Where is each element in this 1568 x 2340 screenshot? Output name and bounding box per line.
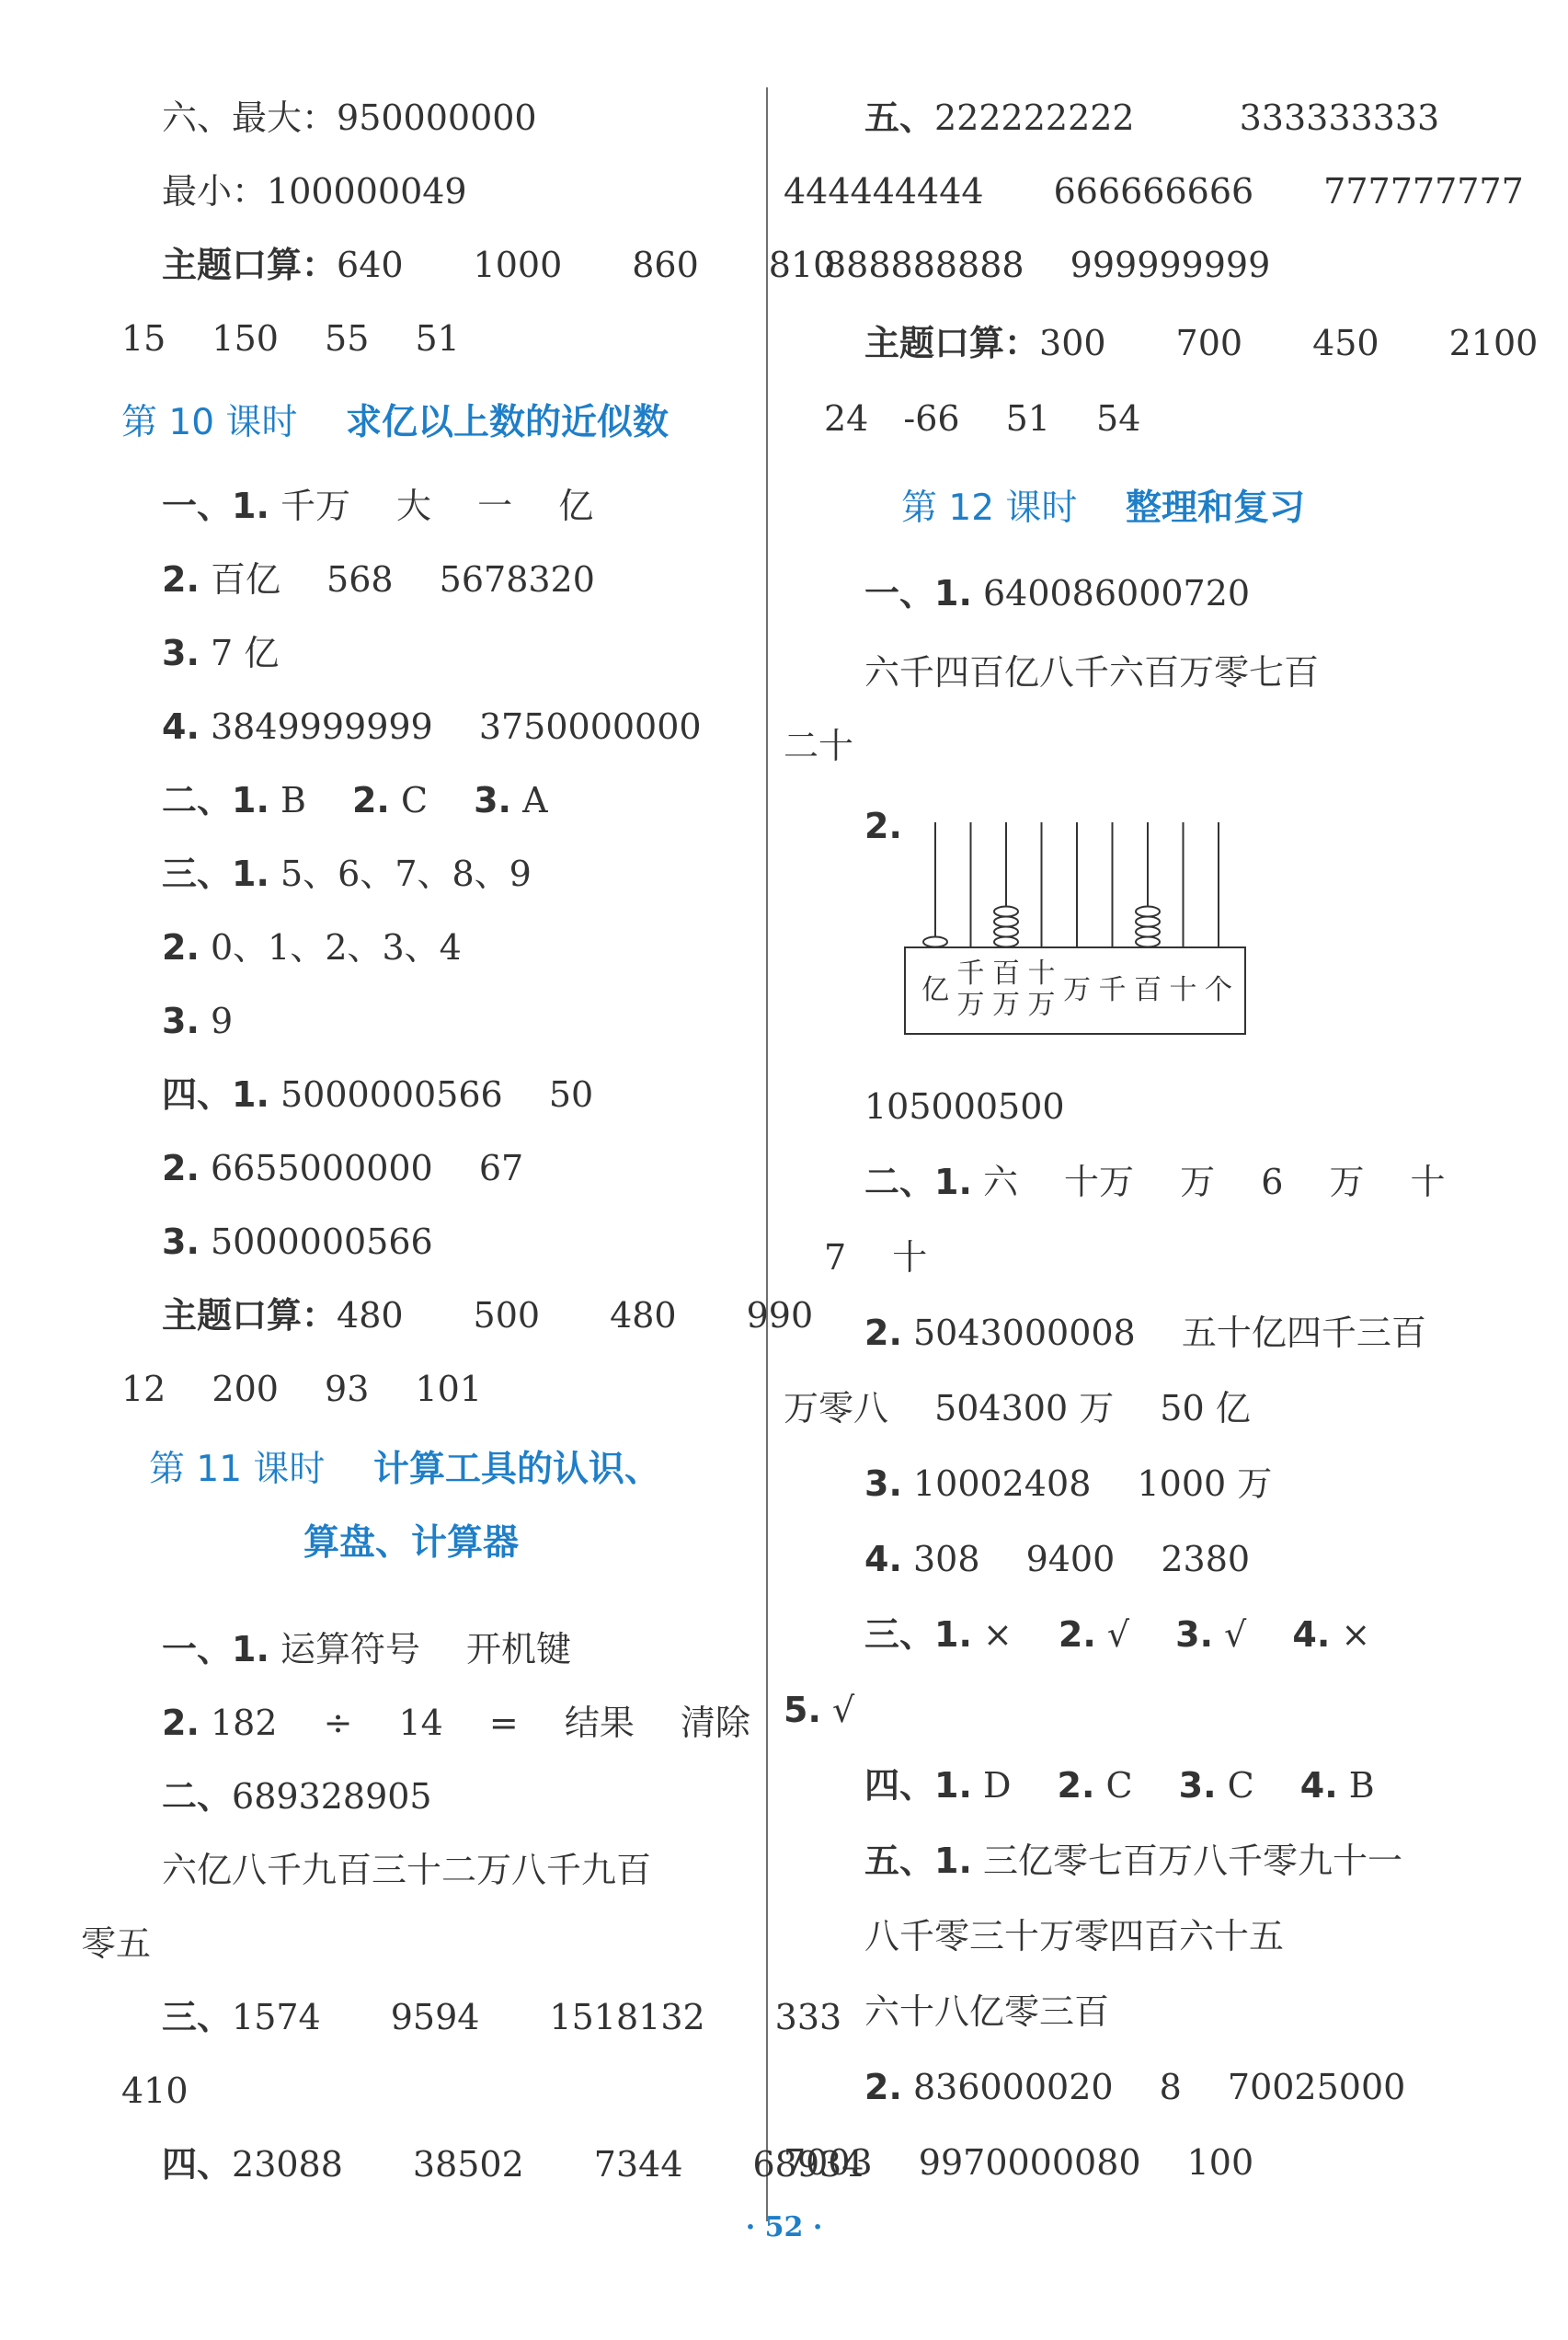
svg-text:亿: 亿 [921,974,949,1006]
answer-line: 五、1. 三亿零七百万八千零九十一 [864,1841,1402,1881]
abacus-bead [923,937,947,947]
answer-line: 4. 3849999999 3750000000 [162,706,702,747]
svg-text:十: 十 [1027,958,1056,990]
answer-line: 六、最大：950000000 [162,98,537,138]
abacus-bead [1136,937,1160,947]
answer-line: 2. 836000020 8 70025000 [864,2067,1406,2107]
oral-calc-line: 主题口算：300 700 450 2100 [864,323,1539,363]
answer-line: 五、222222222 333333333 [864,98,1440,138]
abacus-bead [994,937,1018,947]
abacus-place-label [1063,974,1091,1006]
svg-text:万: 万 [956,989,985,1021]
abacus-bead [1136,927,1160,937]
abacus-place-label [1205,974,1232,1006]
oral-calc-line: 主题口算：480 500 480 990 [162,1295,814,1336]
abacus-place-label [1099,974,1127,1006]
answer-line: 410 [121,2070,189,2111]
answer-line: 2. 5043000008 五十亿四千三百 [864,1313,1426,1353]
answer-line: 二十 [784,726,854,766]
abacus-bead [1136,917,1160,927]
answer-line: 444444444 666666666 777777777 [784,171,1524,212]
abacus-place-label [957,958,985,1021]
answer-line: 2. 6655000000 67 [162,1148,524,1188]
abacus-bead [994,907,1018,917]
answer-line: 三、1. × 2. √ 3. √ 4. × [864,1614,1371,1655]
answer-line: 3. 10002408 1000 万 [864,1463,1273,1504]
answer-line: 最小：100000049 [162,171,467,212]
answer-line: 零五 [81,1923,152,1964]
svg-text:万: 万 [1063,974,1091,1006]
answer-line: 105000500 [864,1086,1065,1127]
answer-line: 一、1. 640086000720 [864,573,1251,614]
oral-calc-line: 主题口算：640 1000 860 810 [162,245,836,285]
svg-text:千: 千 [956,958,985,990]
answer-line: 六千四百亿八千六百万零七百 [864,652,1320,693]
abacus-place-label [1170,974,1197,1006]
lesson-heading-11-cont: 算盘、计算器 [303,1522,520,1564]
answer-line: 3. 9 [162,1001,234,1041]
answer-line: 7 十 [824,1237,928,1278]
answer-line: 六十八亿零三百 [864,1991,1110,2032]
answer-line: 4. 308 9400 2380 [864,1539,1251,1579]
svg-text:百: 百 [992,958,1020,990]
answer-line: 四、1. D 2. C 3. C 4. B [864,1765,1375,1806]
answer-line: 2. 百亿 568 5678320 [162,559,595,600]
answer-line: 5. √ [784,1690,855,1730]
lesson-heading-11: 第 11 课时 计算工具的认识、 [149,1449,661,1490]
answer-line: 888888888 999999999 [824,245,1271,285]
svg-text:千: 千 [1098,974,1127,1006]
answer-line: 二、1. B 2. C 3. A [162,780,548,820]
lesson-heading-12: 第 12 课时 整理和复习 [901,488,1306,529]
abacus-rods [935,822,1219,947]
abacus-bead [994,927,1018,937]
svg-text:十: 十 [1169,974,1197,1006]
abacus-place-label [1028,958,1056,1021]
answer-line: 二、689328905 [162,1776,432,1817]
svg-text:个: 个 [1205,974,1232,1006]
abacus-place-label [921,974,949,1006]
abacus-bead [994,917,1018,927]
abacus-figure [901,819,1249,1039]
answer-line: 24 -66 51 54 [824,398,1141,439]
answer-line: 二、1. 六 十万 万 6 万 十 [864,1162,1446,1202]
answer-line: 三、1574 9594 1518132 333 [162,1997,842,2037]
svg-text:百: 百 [1134,974,1162,1006]
answer-line: 7003 9970000080 100 [784,2142,1254,2183]
answer-line: 万零八 504300 万 50 亿 [784,1388,1251,1428]
svg-text:万: 万 [992,989,1020,1021]
answer-line: 3. 7 亿 [162,633,280,673]
answer-line: 3. 5000000566 [162,1222,433,1262]
answer-line: 12 200 93 101 [121,1369,483,1409]
answer-line: 三、1. 5、6、7、8、9 [162,854,532,894]
answer-line: 2. 182 ÷ 14 = 结果 清除 [162,1703,750,1743]
abacus-labels [921,958,1232,1021]
abacus-bead [1136,907,1160,917]
column-divider [766,87,768,2221]
answer-line: 一、1. 千万 大 一 亿 [162,486,594,526]
question-number: 2. [864,806,902,846]
answer-line: 四、1. 5000000566 50 [162,1074,594,1115]
answer-line: 六亿八千九百三十二万八千九百 [162,1850,652,1890]
answer-line: 一、1. 运算符号 开机键 [162,1629,572,1669]
answer-line: 2. 0、1、2、3、4 [162,927,462,968]
answer-line: 四、23088 38502 7344 68934 [162,2144,864,2185]
svg-text:万: 万 [1027,989,1056,1021]
answer-line: 15 150 55 51 [121,318,460,359]
abacus-place-label [1134,974,1162,1006]
abacus-place-label [992,958,1020,1021]
answer-line: 八千零三十万零四百六十五 [864,1916,1285,1956]
lesson-heading-10: 第 10 课时 求亿以上数的近似数 [121,402,670,443]
page-number: · 52 · [745,2211,823,2243]
